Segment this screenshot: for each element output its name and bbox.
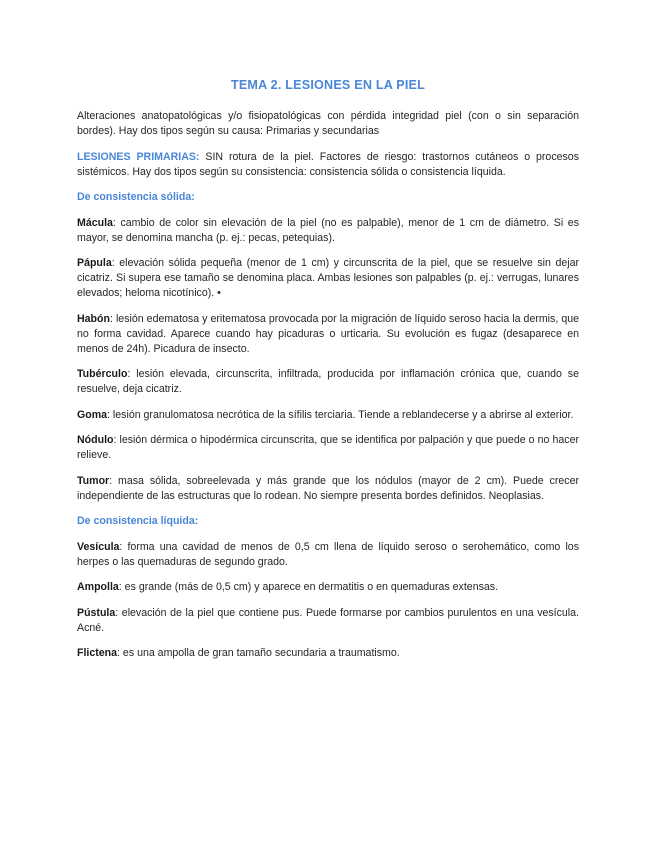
term-definition: : elevación sólida pequeña (menor de 1 cm) y circunscrita de la piel, que se resuelve sin dejar cicatriz. Si supera ese tamaño se denomina placa. Ambas lesiones son palpables (p. ej.: verrugas, lunares elevados; heloma nicotínico). •: [77, 257, 579, 299]
term-label: Goma: [77, 408, 108, 421]
term-label: Nódulo: [77, 434, 114, 446]
term-label: Pápula: [77, 257, 112, 269]
intro-paragraph: Alteraciones anatopatológicas y/o fisiopatológicas con pérdida integridad piel (con o sin separación bordes). Hay dos tipos según su causa: Primarias y secundarias: [77, 110, 579, 137]
term-label: Mácula: [77, 216, 113, 229]
term-definition: : lesión granulomatosa necrótica de la sífilis terciaria. Tiende a reblandecerse y a abrirse al exterior.: [107, 408, 574, 421]
term-label: Tubérculo: [77, 368, 128, 380]
definition-habon: [77, 312, 579, 357]
primarias-label: LESIONES PRIMARIAS:: [77, 150, 200, 163]
term-label: Pústula: [77, 606, 116, 619]
term-definition: : lesión dérmica o hipodérmica circunscrita, que se identifica por palpación y que puede o no hacer relieve.: [77, 434, 579, 461]
term-definition: : lesión elevada, circunscrita, infiltrada, producida por inflamación crónica que, cuando se resuelve, deja cicatriz.: [77, 368, 579, 395]
definition-flictena: [77, 646, 579, 661]
liquida-heading: De consistencia líquida:: [77, 515, 199, 527]
primarias-text: SIN rotura de la piel. Factores de riesgo: trastornos cutáneos o procesos sistémicos. Hay dos tipos según su consistencia: consistencia sólida o consistencia líquida.: [77, 150, 579, 178]
primarias-paragraph: [77, 150, 579, 180]
definition-vesicula: [77, 540, 579, 570]
definition-goma: [77, 408, 579, 423]
document-title: TEMA 2. LESIONES EN LA PIEL: [230, 78, 426, 92]
solida-heading: De consistencia sólida:: [77, 191, 195, 203]
term-definition: : lesión edematosa y eritematosa provocada por la migración de líquido seroso hacia la dermis, que no forma cavidad. Aparece cuando hay picaduras o urticaria. Su evolución es fugaz (desaparece en menos de 24h). Picadura de insecto.: [77, 312, 579, 355]
definition-ampolla: [77, 580, 579, 595]
definition-tuberculo: [77, 367, 579, 397]
term-definition: : masa sólida, sobreelevada y más grande que los nódulos (mayor de 2 cm). Puede crecer independiente de las estructuras que lo rodean. No siempre presenta bordes definidos. Neoplasias.: [77, 474, 579, 502]
term-label: Vesícula: [77, 540, 120, 553]
definition-macula: [77, 216, 579, 246]
term-definition: : es grande (más de 0,5 cm) y aparece en dermatitis o en quemaduras extensas.: [118, 581, 499, 593]
term-definition: : es una ampolla de gran tamaño secundaria a traumatismo.: [117, 647, 400, 659]
term-definition: : forma una cavidad de menos de 0,5 cm llena de líquido seroso o serohemático, como los herpes o las quemaduras de segundo grado.: [77, 540, 579, 568]
term-definition: : cambio de color sin elevación de la piel (no es palpable), menor de 1 cm de diámetro. Si es mayor, se denomina mancha (p. ej.: pecas, petequias).: [77, 216, 579, 244]
term-label: Habón: [77, 312, 110, 325]
definition-tumor: [77, 474, 579, 504]
term-label: Tumor: [77, 474, 110, 487]
term-label: Flictena: [77, 647, 118, 659]
term-definition: : elevación de la piel que contiene pus. Puede formarse por cambios purulentos en una vesícula. Acné.: [77, 606, 579, 634]
definition-nodulo: [77, 433, 579, 463]
definition-papula: [77, 256, 579, 301]
term-label: Ampolla: [77, 581, 119, 593]
definition-pustula: [77, 606, 579, 636]
